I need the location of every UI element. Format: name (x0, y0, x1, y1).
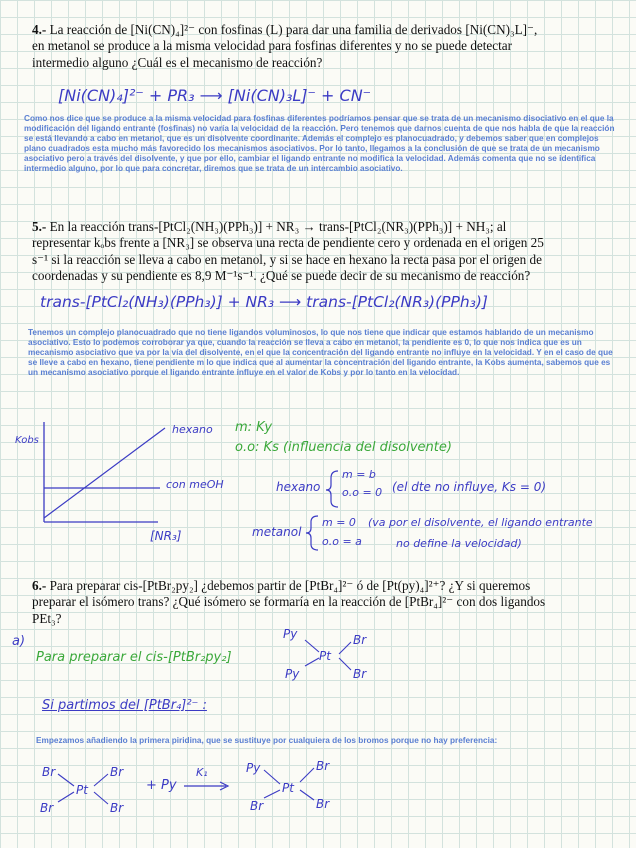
cis-br-bottom: Br (353, 667, 367, 681)
product-br-1: Br (250, 799, 264, 813)
cis-br-top: Br (353, 633, 367, 647)
reactant-br-1: Br (42, 765, 56, 779)
metanol-case-m: m = 0 (322, 516, 356, 529)
reactant-ptbr4 (30, 756, 140, 818)
q4-equation: [Ni(CN)₄]²⁻ + PR₃ ⟶ [Ni(CN)₃L]⁻ + CN⁻ (58, 86, 372, 105)
q4-line-a: La reacción de [Ni(CN)₄]²⁻ con fosfinas (L) para dar una familia de derivados [Ni(CN)₃L]⁻, (49, 22, 538, 37)
q4-number: 4.- (32, 22, 47, 37)
hexano-line-label: hexano (172, 423, 213, 436)
hexano-brace (326, 471, 338, 507)
q5-statement (32, 219, 598, 285)
q4-line-c: intermedio alguno ¿Cuál es el mecanismo de reacción? (32, 54, 323, 70)
q5-equation: trans-[PtCl₂(NH₃)(PPh₃)] + NR₃ ⟶ trans-[PtCl₂(NR₃)(PPh₃)] (40, 293, 488, 311)
q4-answer: Como nos dice que se produce a la misma velocidad para fosfinas diferentes podríamos pensar que se trata de un mecanismo disociativo en el que la modificación del ligando entrante (fosfinas) no varía la velocidad de la reacción. Pero tenemos que darnos cuenta de que nos habla de que la reacción se está llevando a cabo en metanol, que es un disolvente coordinante. Además el complejo es planocuadrado, y debemos saber que en complejos plano cuadrados esta mucho más favorecido los mecanismos asociativos. Por lo tanto, llegamos a la conclusión de que se trata de un mecanismo asociativo pero a través del disolvente, y que por ello, cambiar el ligando entrante no modifica la velocidad. Además comenta que no se identifica intermedio alguno, por lo que para concretar, diremos que se trata de un intercambio asociativo. (24, 114, 615, 174)
cis-structure (275, 622, 385, 684)
product-br-2: Br (316, 759, 330, 773)
reactant-br-4: Br (110, 801, 124, 815)
k1-label: K₁ (196, 766, 208, 779)
kobs-graph (0, 410, 636, 580)
q6-statement (32, 578, 598, 627)
product-ptbr3py (236, 752, 346, 816)
cis-py-bottom: Py (285, 667, 300, 681)
cis-py-top: Py (283, 627, 298, 641)
q4-statement (32, 22, 598, 71)
graph-oo-ks: o.o: Ks (influencia del disolvente) (235, 440, 452, 455)
reaction-arrow (182, 780, 232, 792)
metanol-case-name: metanol (252, 525, 302, 539)
graph-x-label: [NR₃] (150, 529, 182, 543)
metanol-brace (306, 516, 318, 550)
reactant-pt: Pt (76, 783, 88, 797)
hexano-case-oo: o.o = 0 (342, 486, 383, 499)
hexano-line (44, 428, 165, 518)
metanol-case-oo: o.o = a (322, 535, 362, 548)
q6-number: 6.- (32, 578, 47, 593)
q5-line-d: coordenadas y su pendiente es 8,9 M⁻¹s⁻¹. ¿Qué se puede decir de su mecanismo de reacción? (32, 268, 531, 284)
graph-m-ky: m: Ky (235, 420, 273, 435)
q4-line-b: en metanol se produce a la misma velocidad para fosfinas diferentes y no se puede detectar (32, 38, 513, 54)
q6-step-note: Empezamos añadiendo la primera piridina, que se sustituye por cualquiera de los bromos porque no hay preferencia: (36, 736, 498, 745)
q6-line-b: preparar el isómero trans? ¿Qué isómero se formaría en la reacción de [PtBr₄]²⁻ con dos ligandos (32, 594, 546, 610)
product-br-3: Br (316, 797, 330, 811)
cis-pt-label: Pt (319, 649, 331, 663)
hexano-case-m: m = b (342, 468, 376, 481)
q6-line-a: Para preparar cis-[PtBr₂py₂] ¿debemos partir de [PtBr₄]²⁻ ó de [Pt(py)₄]²⁺? ¿Y si queremos (49, 578, 531, 593)
metanol-case-note-2: no define la velocidad) (396, 537, 522, 550)
reactant-br-2: Br (40, 801, 54, 815)
metanol-case-note-1: (va por el disolvente, el ligando entrante (368, 516, 593, 529)
q5-line-a: En la reacción trans-[PtCl₂(NH₃)(PPh₃)] + NR₃ → trans-[PtCl₂(NR₃)(PPh₃)] + NH₃; al (49, 219, 507, 234)
q5-line-b: representar kₒbs frente a [NR₃] se observa una recta de pendiente cero y ordenada en el origen 25 (32, 235, 544, 251)
plus-py: + Py (146, 778, 177, 793)
hexano-case-note: (el dte no influye, Ks = 0) (392, 480, 547, 494)
reactant-br-3: Br (110, 765, 124, 779)
q6-line-c: PEt₃? (32, 610, 62, 626)
graph-y-label: Kobs (15, 435, 39, 446)
q5-number: 5.- (32, 219, 47, 234)
product-pt: Pt (282, 781, 294, 795)
hexano-case-name: hexano (276, 480, 321, 494)
q6-start-from: Si partimos del [PtBr₄]²⁻ : (42, 698, 207, 713)
q6-prepare-cis: Para preparar el cis-[PtBr₂py₂] (36, 650, 232, 665)
product-py: Py (246, 761, 261, 775)
q5-line-c: s⁻¹ si la reacción se lleva a cabo en metanol, y si se hace en hexano la recta pasa por el origen de (32, 251, 542, 267)
metanol-line-label: con meOH (166, 478, 224, 491)
q6-part-a: a) (12, 634, 26, 649)
q5-answer: Tenemos un complejo planocuadrado que no tiene ligandos voluminosos, lo que nos tiene que indicar que estamos hablando de un mecanismo asociativo. Esto lo podemos corroborar ya que, cuando la reacción se lleva a cabo en metanol, la pendiente es 0, lo que nos indica que es un mecanismo asociativo que va por la vía del disolvente, en el que la concentración del ligando entrante no influye en la velocidad. Y en el caso de que se lleve a cabo en hexano, tiene pendiente m lo que indica que al aumentar la concentración del ligando entrante, la Kobs aumenta, sabemos que es un mecanismo asociativo porque el ligando entrante influye en el valor de Kobs y por lo tanto en la velocidad. (28, 328, 613, 378)
